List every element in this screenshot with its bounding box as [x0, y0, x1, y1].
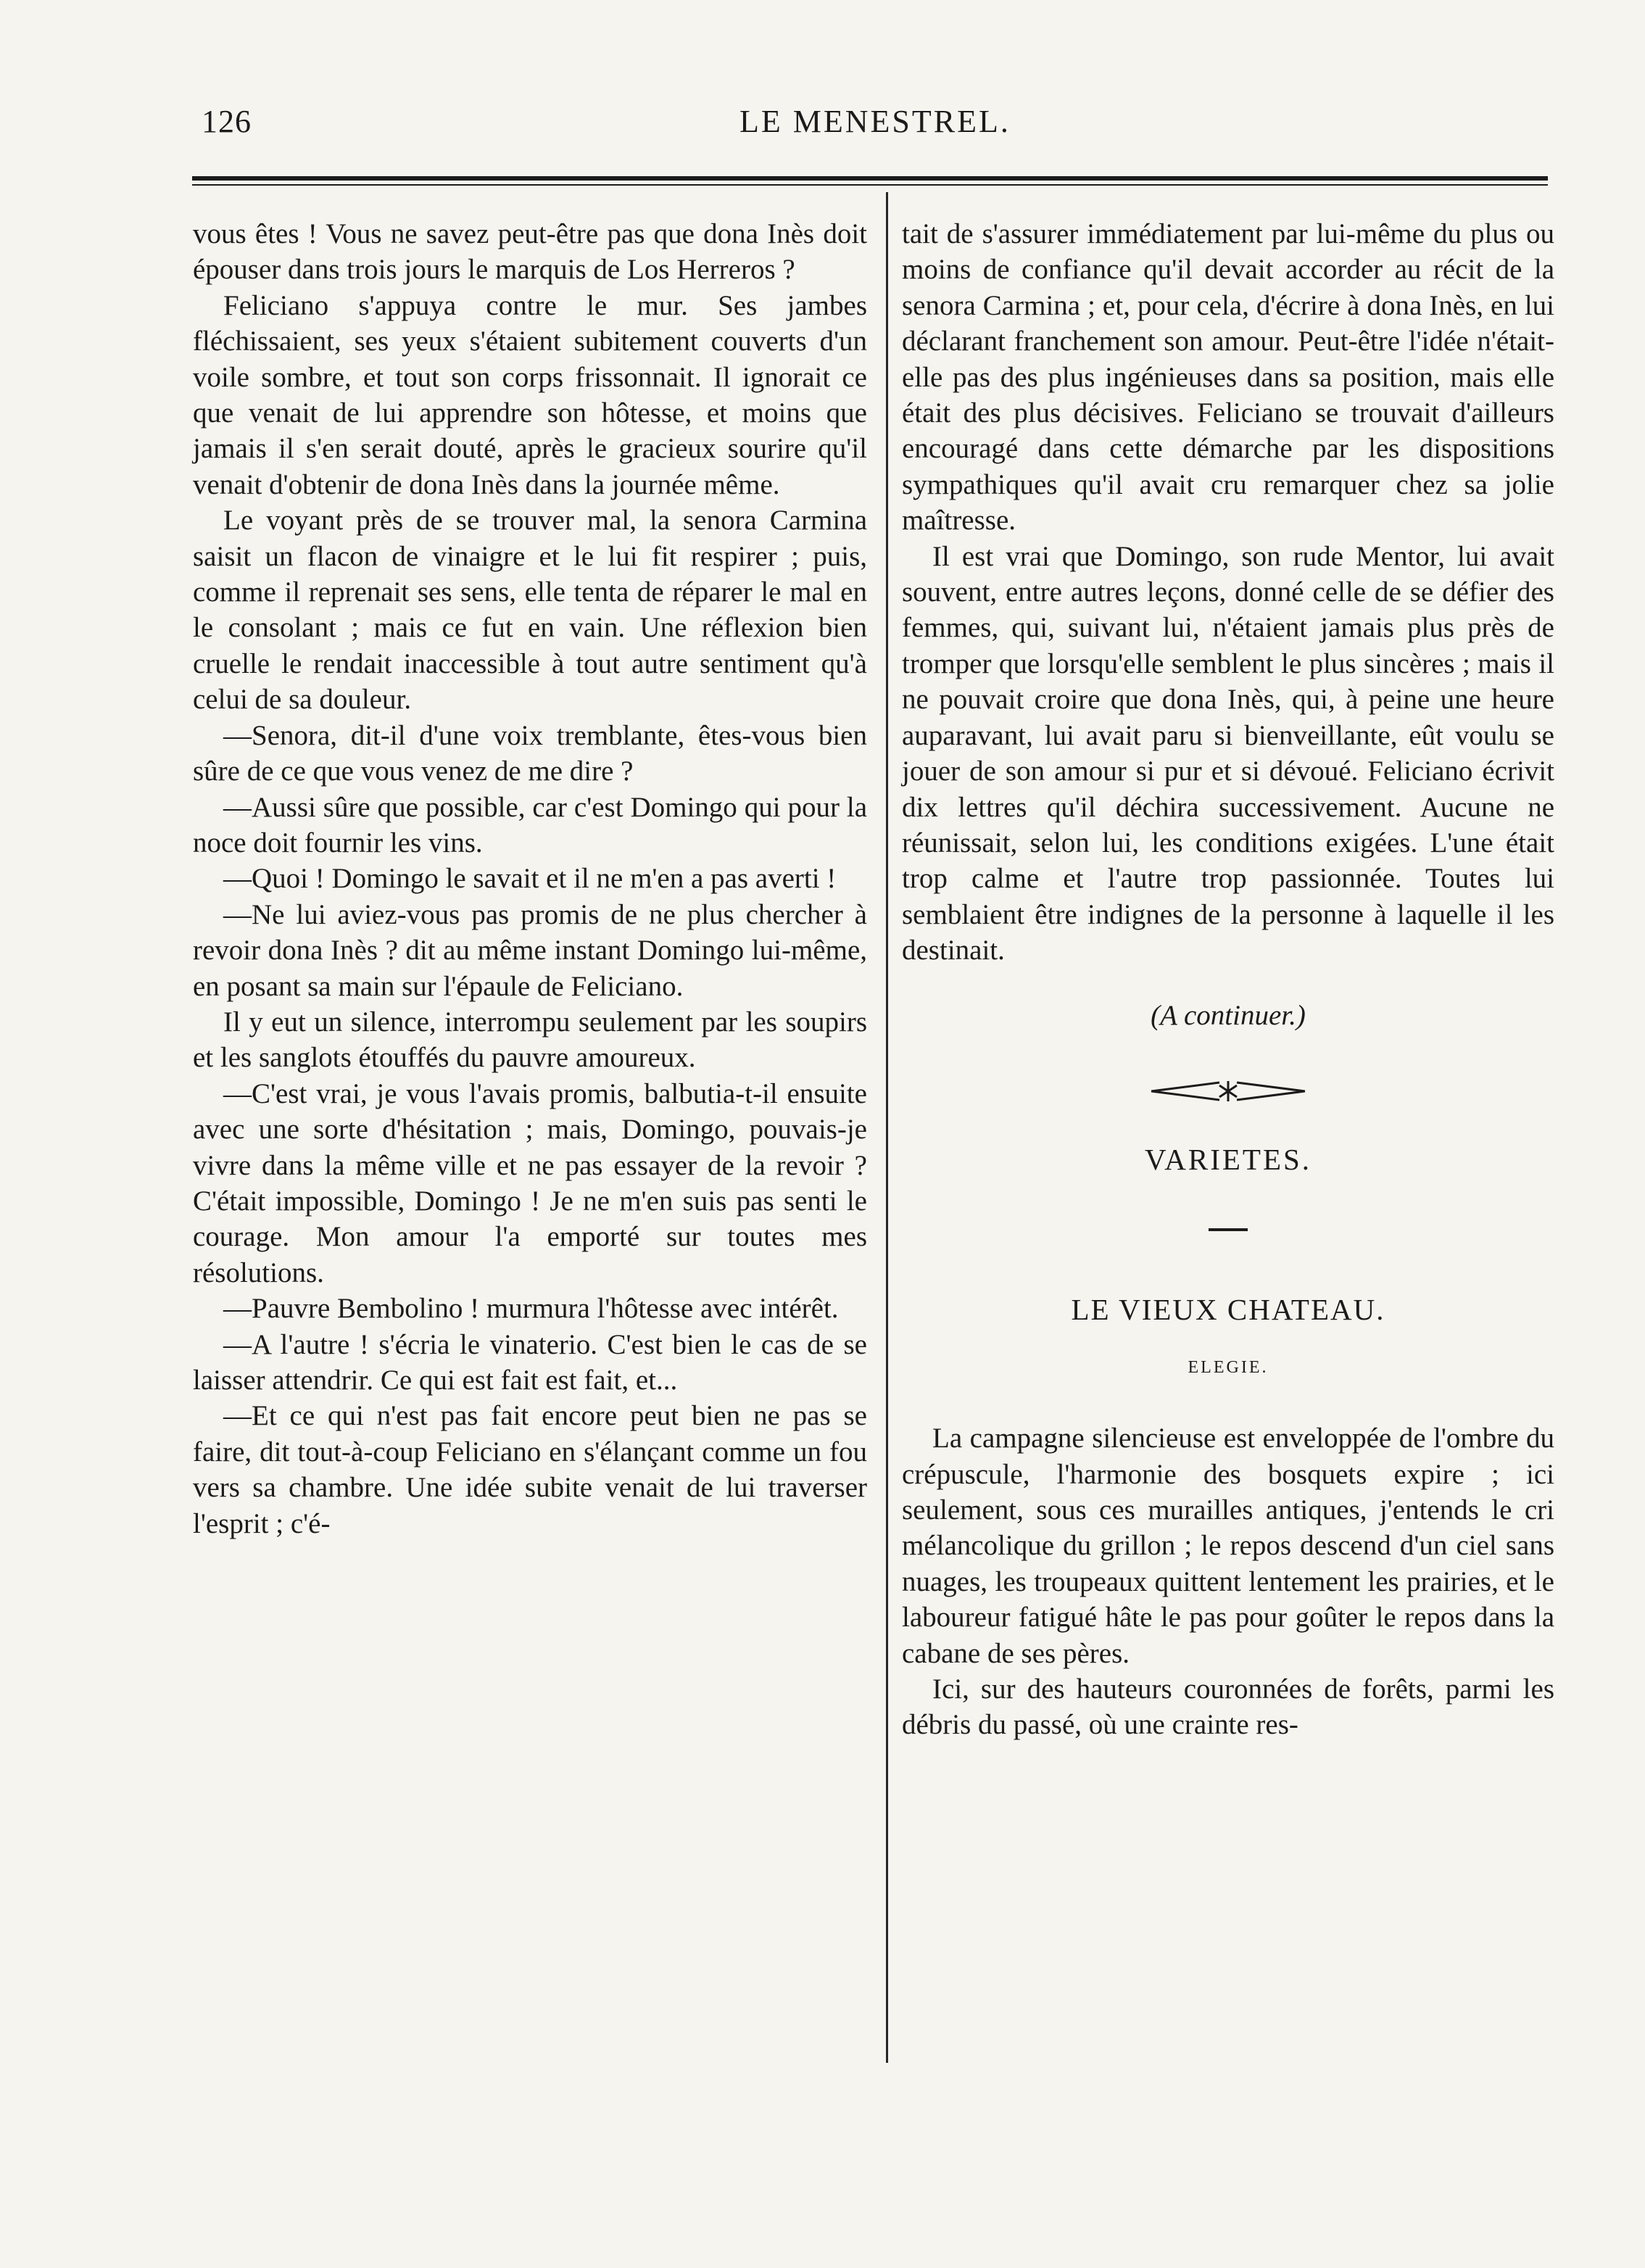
- header-rule-thick: [192, 176, 1548, 181]
- paragraph: —Pauvre Bembolino ! murmura l'hôtesse avec intérêt.: [223, 1293, 839, 1325]
- paragraph: —Et ce qui n'est pas fait encore peut bien ne pas se faire, dit tout-à-coup Feliciano en s'élançant comme un fou vers sa chambre. Une idée subite venait de lui traverser l'esprit ; c'é-: [193, 1400, 867, 1539]
- page-header: [188, 87, 1551, 145]
- paragraph: Il y eut un silence, interrompu seulement par les soupirs et les sanglots étouffés du pauvre amoureux.: [193, 1006, 867, 1074]
- paragraph: tait de s'assurer immédiatement par lui-même du plus ou moins de confiance qu'il devait accorder au récit de la senora Carmina ; et, pour cela, d'écrire à dona Inès, en lui déclarant franchement son amour. Peut-être l'idée n'était-elle pas des plus ingénieuses dans sa position, mais elle était des plus décisives. Feliciano se trouvait d'ailleurs encouragé dans cette démarche par les dispositions sympathiques qu'il avait cru remarquer chez sa jolie maîtresse.: [902, 218, 1554, 537]
- paragraph: —Ne lui aviez-vous pas promis de ne plus chercher à revoir dona Inès ? dit au même instant Domingo lui-même, en posant sa main sur l'épaule de Feliciano.: [193, 898, 867, 1002]
- paragraph: Le voyant près de se trouver mal, la senora Carmina saisit un flacon de vinaigre et le lui fit respirer ; puis, comme il reprenait ses sens, elle tenta de réparer le mal en le consolant ; mais ce fut en vain. Une réflexion bien cruelle le rendait inaccessible à tout autre sentiment qu'à celui de sa douleur.: [193, 505, 867, 716]
- column-divider: [886, 192, 888, 2063]
- page-number: 126: [202, 104, 252, 139]
- right-column: [902, 216, 1554, 1743]
- paragraph: Feliciano s'appuya contre le mur. Ses jambes fléchissaient, ses yeux s'étaient subitement couverts d'un voile sombre, et tout son corps frissonnait. Il ignorait ce que venait de lui apprendre son hôtesse, et moins que jamais il s'en serait douté, après le gracieux sourire qu'il venait d'obtenir de dona Inès dans la journée même.: [193, 289, 867, 500]
- left-column: [193, 216, 867, 1541]
- continuation-note: (A continuer.): [1151, 999, 1306, 1031]
- paragraph: —A l'autre ! s'écria le vinaterio. C'est bien le cas de se laisser attendrir. Ce qui est fait est fait, et...: [193, 1328, 867, 1396]
- paragraph: —Quoi ! Domingo le savait et il ne m'en a pas averti !: [223, 863, 837, 895]
- journal-title: LE MENESTREL.: [739, 104, 1011, 139]
- paragraph: vous êtes ! Vous ne savez peut-être pas que dona Inès doit épouser dans trois jours le marquis de Los Herreros ?: [193, 218, 867, 286]
- paragraph: —Senora, dit-il d'une voix tremblante, êtes-vous bien sûre de ce que vous venez de me dire ?: [193, 719, 867, 787]
- ornament-divider-icon: [1148, 1075, 1308, 1107]
- header-rule-thin: [192, 184, 1548, 186]
- poem-title: LE VIEUX CHATEAU.: [1071, 1293, 1385, 1327]
- paragraph: —Aussi sûre que possible, car c'est Domingo qui pour la noce doit fournir les vins.: [193, 791, 867, 858]
- paragraph: Il est vrai que Domingo, son rude Mentor, lui avait souvent, entre autres leçons, donné celle de se défier des femmes, qui, suivant lui, n'étaient jamais plus près de tromper que lorsqu'elle semblent le plus sincères ; mais il ne pouvait croire que dona Inès, qui, à peine une heure auparavant, lui avait paru si bienveillante, eût voulu se jouer de son amour si pur et si dévoué. Feliciano écrivit dix lettres qu'il déchira successivement. Aucune ne réunissait, selon lui, les conditions exigées. L'une était trop calme et l'autre trop passionnée. Toutes lui semblaient être indignes de la personne à laquelle il les destinait.: [902, 540, 1554, 967]
- paragraph: La campagne silencieuse est enveloppée de l'ombre du crépuscule, l'harmonie des bosquets expire ; ici seulement, sous ces murailles antiques, j'entends le cri mélancolique du grillon ; le repos descend d'un ciel sans nuages, les troupeaux quittent lentement les prairies, et le laboureur fatigué hâte le pas pour goûter le repos dans la cabane de ses pères.: [902, 1423, 1554, 1669]
- section-dash: [1209, 1228, 1248, 1231]
- section-title: VARIETES.: [1144, 1142, 1312, 1176]
- paragraph: Ici, sur des hauteurs couronnées de forêts, parmi les débris du passé, où une crainte res-: [902, 1673, 1554, 1741]
- paragraph: —C'est vrai, je vous l'avais promis, balbutia-t-il ensuite avec une sorte d'hésitation ; mais, Domingo, pouvais-je vivre dans la même ville et ne pas essayer de la revoir ? C'était impossible, Domingo ! Je ne m'en suis pas senti le courage. Mon amour l'a emporté sur toutes mes résolutions.: [193, 1077, 867, 1288]
- poem-subtitle: ELEGIE.: [1188, 1357, 1269, 1377]
